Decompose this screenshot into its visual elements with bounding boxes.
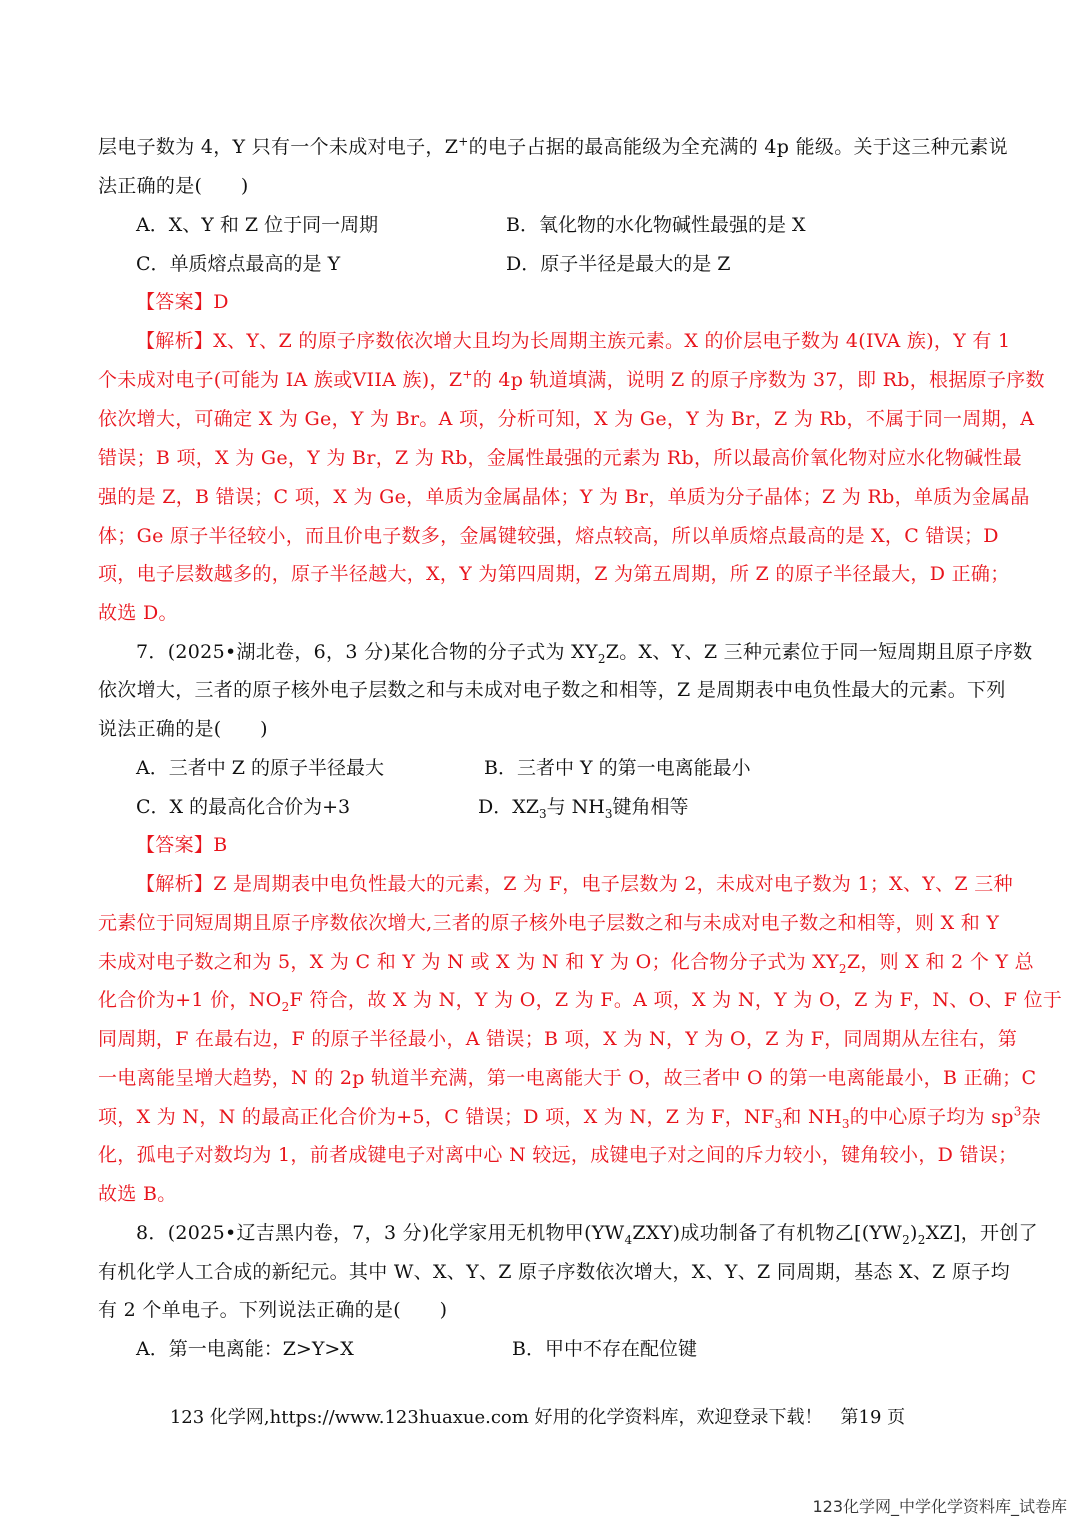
text: 的中心原子均为 sp — [849, 1106, 1014, 1128]
subscript: 3 — [604, 806, 613, 821]
q7-stem-line-1 — [136, 640, 1033, 666]
q6-answer — [136, 290, 1026, 314]
q7-option-a: A．三者中 Z 的原子半径最大 — [136, 757, 385, 779]
answer-value: D — [213, 291, 229, 313]
q7-analysis-line-1 — [136, 872, 1026, 896]
q7-answer — [136, 833, 1026, 857]
text: Z 是周期表中电负性最大的元素，Z 为 F，电子层数为 2，未成对电子数为 1；X、Y、Z 三种 — [213, 873, 1013, 895]
q6-analysis-line-4: 错误；B 项，X 为 Ge，Y 为 Br，Z 为 Rb，金属性最强的元素为 Rb，所以最高价氧化物对应水化物碱性最 — [98, 447, 1023, 469]
subscript: 2 — [838, 961, 847, 976]
q8-stem-line-1 — [136, 1221, 1038, 1247]
subscript: 2 — [597, 651, 606, 666]
q6-option-d: D．原子半径是最大的是 Z — [506, 253, 731, 275]
q7-stem-line-2: 依次增大，三者的原子核外电子层数之和与未成对电子数之和相等，Z 是周期表中电负性最大的元素。下列 — [98, 679, 1006, 701]
text: ZXY)成功制备了有机物乙[(YW — [632, 1222, 903, 1244]
subscript: 2 — [281, 999, 290, 1014]
q6-stem-line-1 — [98, 134, 1008, 159]
answer-tag: 【答案】 — [136, 291, 214, 313]
text: 的 4p 轨道填满，说明 Z 的原子序数为 37，即 Rb，根据原子序数 — [472, 369, 1045, 391]
q6-analysis-line-6: 体；Ge 原子半径较小，而且价电子数多，金属键较强，熔点较高，所以单质熔点最高的是 X，C 错误；D — [98, 525, 999, 547]
q6-option-c: C．单质熔点最高的是 Y — [136, 253, 341, 275]
text: 与 NH — [546, 796, 605, 818]
text: 的电子占据的最高能级为全充满的 4p 能级。关于这三种元素说 — [468, 136, 1008, 158]
q6-analysis-line-7: 项，电子层数越多的，原子半径越大，X，Y 为第四周期，Z 为第五周期，所 Z 的原子半径最大，D 正确； — [98, 563, 1010, 585]
q7-analysis-line-2: 元素位于同短周期且原子序数依次增大,三者的原子核外电子层数之和与未成对电子数之和相等，则 X 和 Y — [98, 912, 1000, 934]
subscript: 3 — [774, 1116, 783, 1131]
text: 未成对电子数之和为 5，X 为 C 和 Y 为 N 或 X 为 N 和 Y 为 O；化合物分子式为 XY — [98, 951, 839, 973]
text: XZ]，开创了 — [925, 1222, 1038, 1244]
q6-analysis-line-8: 故选 D。 — [98, 602, 178, 624]
q6-option-b: B．氧化物的水化物碱性最强的是 X — [506, 214, 806, 236]
answer-tag: 【答案】 — [136, 834, 214, 856]
subscript: 2 — [917, 1232, 926, 1247]
text: 键角相等 — [612, 796, 689, 818]
answer-value: B — [213, 834, 228, 856]
q7-option-c: C．X 的最高化合价为+3 — [136, 796, 351, 818]
q6-stem-line-2: 法正确的是( ) — [98, 175, 249, 197]
q8-stem-line-2: 有机化学人工合成的新纪元。其中 W、X、Y、Z 原子序数依次增大，X、Y、Z 同周期，基态 X、Z 原子均 — [98, 1261, 1010, 1283]
subscript: 2 — [902, 1232, 911, 1247]
page-footer: 123 化学网,https://www.123huaxue.com 好用的化学资料库，欢迎登录下载！ 第19 页 — [169, 1407, 906, 1428]
subscript: 4 — [624, 1232, 633, 1247]
q8-option-b: B．甲中不存在配位键 — [512, 1338, 697, 1360]
text: 个未成对电子(可能为 IA 族或VIIA 族)，Z — [98, 369, 463, 391]
q7-option-d — [478, 795, 689, 819]
q7-option-b: B．三者中 Y 的第一电离能最小 — [484, 757, 751, 779]
q6-analysis-line-5: 强的是 Z，B 错误；C 项，X 为 Ge，单质为金属晶体；Y 为 Br，单质为分子晶体；Z 为 Rb，单质为金属晶 — [98, 486, 1030, 508]
text: D．XZ — [478, 796, 539, 818]
text: X、Y、Z 的原子序数依次增大且均为长周期主族元素。X 的价层电子数为 4(IVA 族)，Y 有 1 — [213, 330, 1011, 352]
q8-stem-line-3: 有 2 个单电子。下列说法正确的是( ) — [98, 1299, 448, 1321]
watermark: 123化学网_中学化学资料库_试卷库 — [812, 1497, 1067, 1516]
q7-analysis-line-8: 化，孤电子对数均为 1，前者成键电子对离中心 N 较远，成键电子对之间的斥力较小，键角较小，D 错误； — [98, 1144, 1018, 1166]
text: 7．(2025•湖北卷，6，3 分)某化合物的分子式为 XY — [136, 641, 598, 663]
superscript: + — [462, 367, 473, 382]
text: 8．(2025•辽吉黑内卷，7，3 分)化学家用无机物甲(YW — [136, 1222, 625, 1244]
subscript: 3 — [538, 806, 547, 821]
text: Z。X、Y、Z 三种元素位于同一短周期且原子序数 — [605, 641, 1033, 663]
text: 和 NH — [782, 1106, 842, 1128]
text: 层电子数为 4，Y 只有一个未成对电子，Z — [98, 136, 459, 158]
q7-analysis-line-3 — [98, 950, 1034, 976]
text: Z，则 X 和 2 个 Y 总 — [846, 951, 1034, 973]
q7-analysis-line-4 — [98, 988, 1063, 1014]
q7-analysis-line-9: 故选 B。 — [98, 1183, 177, 1205]
subscript: 3 — [841, 1116, 850, 1131]
text: F 符合，故 X 为 N，Y 为 O，Z 为 F。A 项，X 为 N，Y 为 O，Z 为 F，N、O、F 位于 — [289, 989, 1063, 1011]
text: 杂 — [1021, 1106, 1041, 1128]
text: ) — [910, 1222, 918, 1244]
text: 化合价为+1 价，NO — [98, 989, 282, 1011]
analysis-tag: 【解析】 — [136, 873, 214, 895]
q6-analysis-line-3: 依次增大，可确定 X 为 Ge，Y 为 Br。A 项，分析可知，X 为 Ge，Y 为 Br，Z 为 Rb，不属于同一周期，A — [98, 408, 1035, 430]
q6-analysis-line-2 — [98, 367, 1045, 392]
q6-analysis-line-1 — [136, 329, 1026, 353]
text: 项，X 为 N，N 的最高正化合价为+5，C 错误；D 项，X 为 N，Z 为 F，NF — [98, 1106, 775, 1128]
superscript: 3 — [1013, 1104, 1022, 1119]
q7-analysis-line-5: 同周期，F 在最右边，F 的原子半径最小，A 错误；B 项，X 为 N，Y 为 O，Z 为 F，同周期从左往右，第 — [98, 1028, 1018, 1050]
q6-option-a: A．X、Y 和 Z 位于同一周期 — [136, 214, 379, 236]
q7-analysis-line-7 — [98, 1104, 1041, 1131]
analysis-tag: 【解析】 — [136, 330, 214, 352]
q7-stem-line-3: 说法正确的是( ) — [98, 718, 268, 740]
q7-analysis-line-6: 一电离能呈增大趋势，N 的 2p 轨道半充满，第一电离能大于 O，故三者中 O 的第一电离能最小，B 正确；C — [98, 1067, 1037, 1089]
superscript: + — [458, 134, 469, 149]
q8-option-a: A．第一电离能：Z>Y>X — [136, 1338, 354, 1360]
